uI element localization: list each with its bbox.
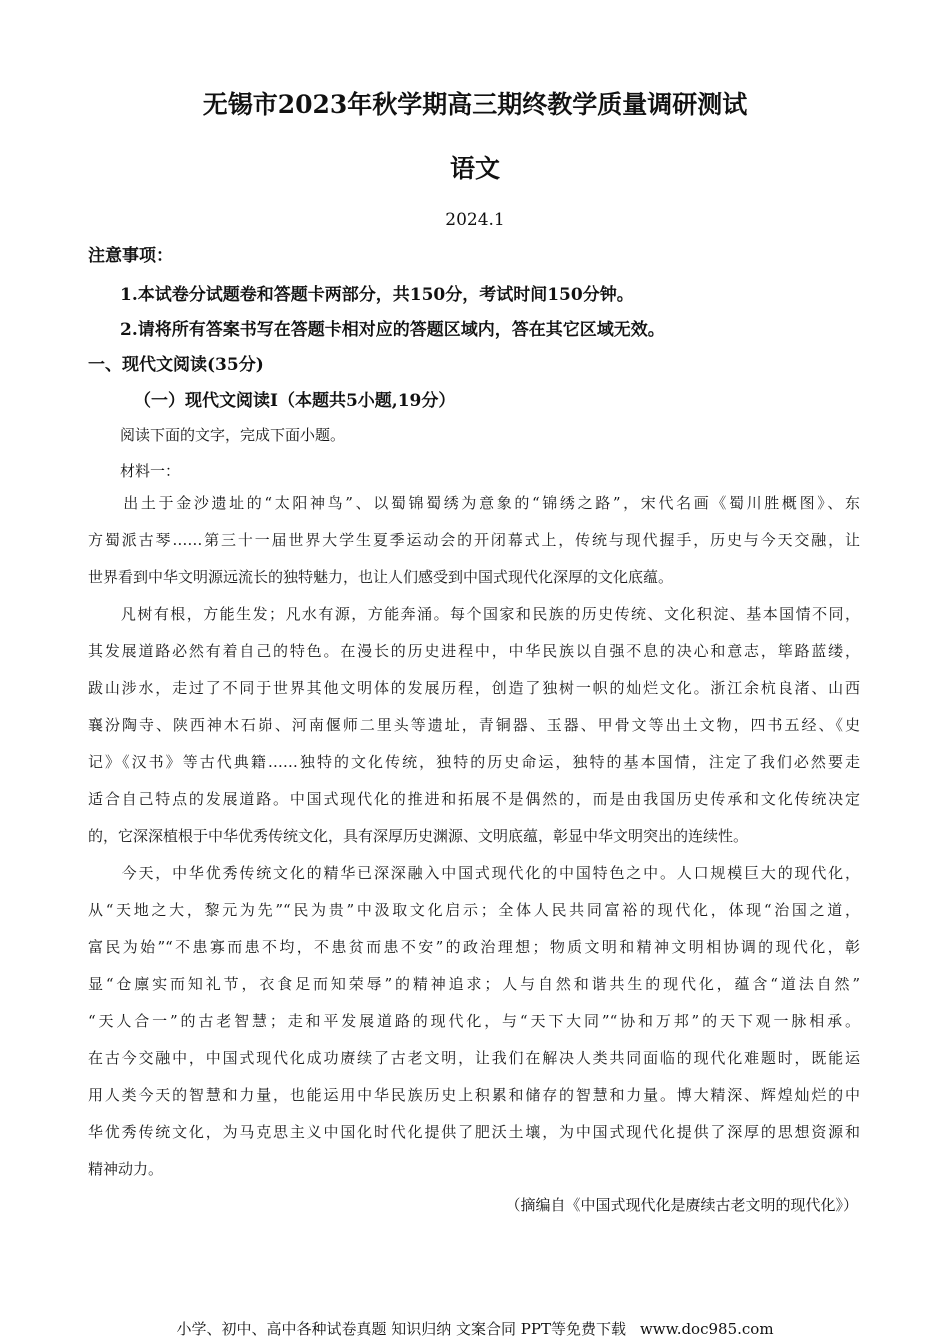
- paragraph: [88, 485, 860, 596]
- text-line: 其发展道路必然有着自己的特色。在漫长的历史进程中，中华民族以自强不息的决心和意志，筚路蓝缕，: [88, 642, 860, 660]
- source-citation: （摘编自《中国式现代化是赓续古老文明的现代化》）: [505, 1196, 858, 1214]
- text-line: 适合自己特点的发展道路。中国式现代化的推进和拓展不是偶然的，而是由我国历史传承和文化传统决定: [88, 790, 860, 808]
- text-line: “天人合一”的古老智慧；走和平发展道路的现代化，与“天下大同”“协和万邦”的天下观一脉相承。: [88, 1012, 860, 1030]
- exam-title: 无锡市2023年秋学期高三期终教学质量调研测试: [202, 90, 748, 119]
- text-line: 凡树有根，方能生发；凡水有源，方能奔涌。每个国家和民族的历史传统、文化积淀、基本国情不同，: [88, 605, 860, 623]
- text-line: 显“仓廪实而知礼节，衣食足而知荣辱”的精神追求；人与自然和谐共生的现代化，蕴含“道法自然”: [88, 975, 860, 993]
- text-line: 出土于金沙遗址的“太阳神鸟”、以蜀锦蜀绣为意象的“锦绣之路”，宋代名画《蜀川胜概图》、东: [88, 494, 860, 512]
- text-line: 在古今交融中，中国式现代化成功赓续了古老文明，让我们在解决人类共同面临的现代化难题时，既能运: [88, 1049, 860, 1067]
- paragraph: [88, 596, 860, 855]
- notice-heading: 注意事项：: [88, 246, 173, 266]
- text-line: 跋山涉水，走过了不同于世界其他文明体的发展历程，创造了独树一帜的灿烂文化。浙江余杭良渚、山西: [88, 679, 860, 697]
- text-line: 富民为始”“不患寡而患不均，不患贫而患不安”的政治理想；物质文明和精神文明相协调的现代化，彰: [88, 938, 860, 956]
- subsection-heading: （一）现代文阅读Ⅰ（本题共5小题,19分）: [134, 391, 456, 411]
- text-line: 华优秀传统文化，为马克思主义中国化时代化提供了肥沃土壤，为中国式现代化提供了深厚的思想资源和: [88, 1123, 860, 1141]
- text-line: 今天，中华优秀传统文化的精华已深深融入中国式现代化的中国特色之中。人口规模巨大的现代化，: [88, 864, 860, 882]
- reading-instruction: 阅读下面的文字，完成下面小题。: [120, 426, 346, 444]
- exam-date: 2024.1: [445, 210, 505, 230]
- text-line: 世界看到中华文明源远流长的独特魅力，也让人们感受到中国式现代化深厚的文化底蕴。: [88, 568, 674, 586]
- text-line: 方蜀派古琴……第三十一届世界大学生夏季运动会的开闭幕式上，传统与现代握手，历史与今天交融，让: [88, 531, 860, 549]
- notice-item: 2.请将所有答案书写在答题卡相对应的答题区域内，答在其它区域无效。: [120, 320, 665, 340]
- text-line: 襄汾陶寺、陕西神木石峁、河南偃师二里头等遗址，青铜器、玉器、甲骨文等出土文物，四书五经、《史: [88, 716, 860, 734]
- paragraph: [88, 855, 860, 1188]
- material-label: 材料一：: [120, 462, 181, 480]
- subject-title: 语文: [449, 154, 500, 183]
- section-heading: 一、现代文阅读(35分): [88, 355, 264, 375]
- text-line: 用人类今天的智慧和力量，也能运用中华民族历史上积累和储存的智慧和力量。博大精深、辉煌灿烂的中: [88, 1086, 860, 1104]
- footer-site-link[interactable]: www.doc985.com: [639, 1320, 774, 1338]
- notice-item: 1.本试卷分试题卷和答题卡两部分，共150分，考试时间150分钟。: [120, 285, 634, 305]
- text-line: 的，它深深植根于中华优秀传统文化，具有深厚历史渊源、文明底蕴，彰显中华文明突出的连续性。: [88, 827, 749, 845]
- text-line: 精神动力。: [88, 1160, 164, 1178]
- text-line: 记》《汉书》等古代典籍……独特的文化传统，独特的历史命运，独特的基本国情，注定了我们必然要走: [88, 753, 860, 771]
- footer-text: 小学、初中、高中各种试卷真题 知识归纳 文案合同 PPT等免费下载: [176, 1320, 626, 1338]
- text-line: 从“天地之大，黎元为先”“民为贵”中汲取文化启示；全体人民共同富裕的现代化，体现“治国之道，: [88, 901, 860, 919]
- page-footer: [0, 1318, 950, 1340]
